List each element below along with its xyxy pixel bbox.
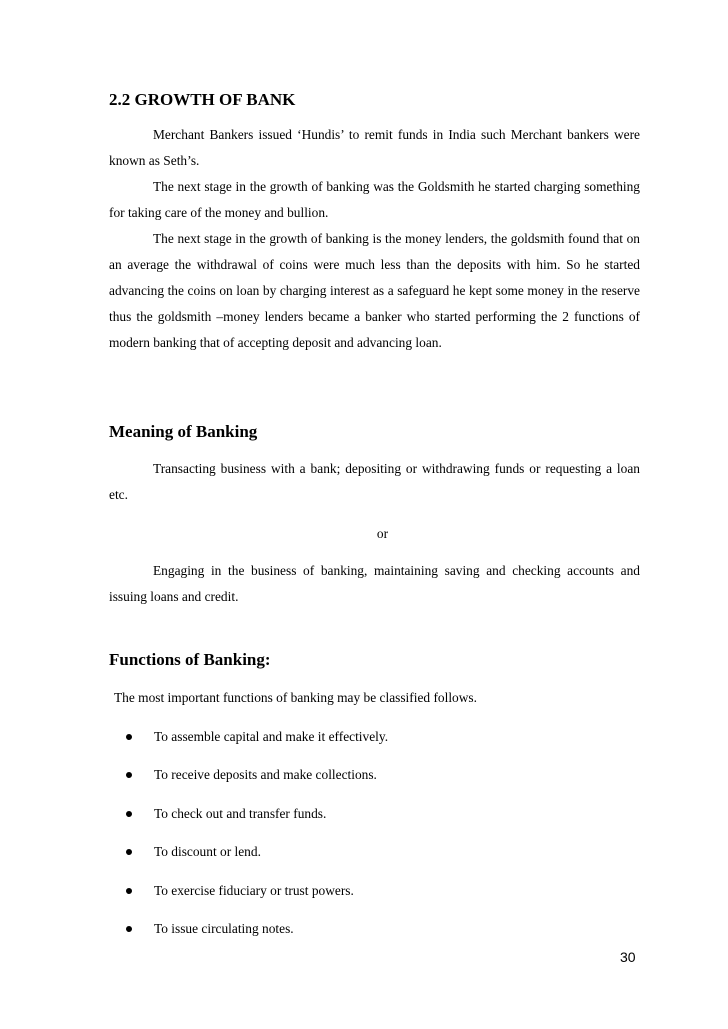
list-item <box>120 804 620 824</box>
section-heading-meaning: Meaning of Banking <box>109 422 258 441</box>
paragraph-goldsmith: The next stage in the growth of banking was the Goldsmith he started charging something for taking care of the money and bullion. <box>109 179 640 220</box>
paragraph-merchant-bankers: Merchant Bankers issued ‘Hundis’ to remit funds in India such Merchant bankers were known as Seth’s. <box>109 127 640 168</box>
or-separator-text: or <box>376 526 389 541</box>
bullet-icon <box>126 926 132 932</box>
definition-engaging: Engaging in the business of banking, maintaining saving and checking accounts and issuing loans and credit. <box>109 563 640 604</box>
list-item-text: To check out and transfer funds. <box>154 806 327 821</box>
bullet-icon <box>126 849 132 855</box>
bullet-icon <box>126 888 132 894</box>
bullet-icon <box>126 772 132 778</box>
list-item <box>120 919 620 939</box>
list-item-text: To receive deposits and make collections. <box>154 767 377 782</box>
functions-intro: The most important functions of banking may be classified follows. <box>114 690 477 705</box>
list-item <box>120 842 620 862</box>
list-item <box>120 765 620 785</box>
section-heading-growth: 2.2 GROWTH OF BANK <box>109 90 296 109</box>
paragraph-money-lenders: The next stage in the growth of banking is the money lenders, the goldsmith found that on an average the withdrawal of coins were much less than the deposits with him. So he started advancing the coins on loan by charging interest as a safeguard he kept some money in the reserve thus the goldsmith –money lenders became a banker who started performing the 2 functions of modern banking that of accepting deposit and advancing loan. <box>109 231 640 350</box>
or-separator <box>109 524 640 544</box>
list-item-text: To issue circulating notes. <box>154 921 294 936</box>
definition-transacting: Transacting business with a bank; depositing or withdrawing funds or requesting a loan etc. <box>109 461 640 502</box>
section-heading-functions: Functions of Banking: <box>109 650 271 669</box>
bullet-icon <box>126 811 132 817</box>
list-item <box>120 727 620 747</box>
list-item-text: To exercise fiduciary or trust powers. <box>154 883 354 898</box>
list-item-text: To discount or lend. <box>154 844 261 859</box>
list-item <box>120 881 620 901</box>
list-item-text: To assemble capital and make it effectively. <box>154 729 389 744</box>
bullet-icon <box>126 734 132 740</box>
page-number: 30 <box>620 949 636 965</box>
